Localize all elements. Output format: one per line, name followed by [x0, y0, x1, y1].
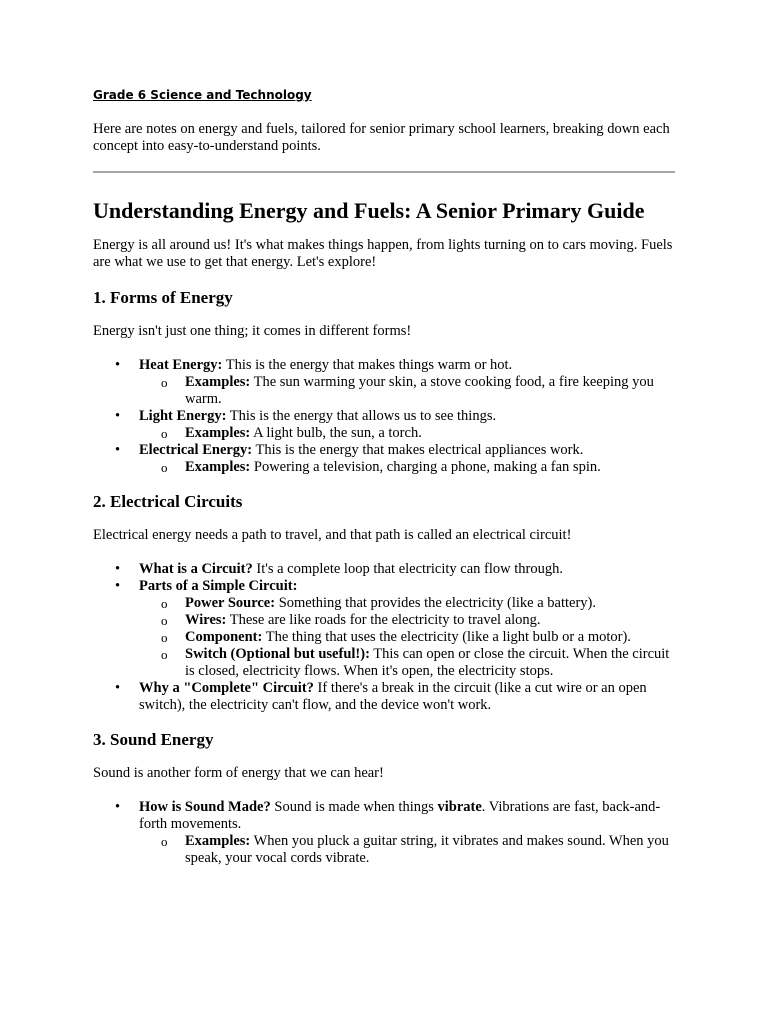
item-text: . Vibrations are fast, back-and-forth movements.: [139, 799, 661, 832]
sub-list-item: [161, 833, 675, 867]
sub-item-term: Wires:: [185, 612, 227, 628]
intro-paragraph: Here are notes on energy and fuels, tailored for senior primary school learners, breaking down each concept into easy-to-understand points.: [93, 121, 670, 154]
section-heading-sound-energy: 3. Sound Energy: [93, 730, 214, 749]
sub-bullet-icon: o: [161, 630, 168, 645]
sub-item-term: Power Source:: [185, 595, 276, 611]
list-item-light-energy: [115, 408, 675, 442]
sub-item-text: Powering a television, charging a phone, making a fan spin.: [250, 459, 601, 475]
item-text: It's a complete loop that electricity can flow through.: [252, 561, 563, 577]
sub-list-item: [161, 459, 675, 476]
sub-bullet-icon: o: [161, 613, 168, 628]
sub-item-term: Switch (Optional but useful!):: [185, 646, 370, 662]
sub-bullet-icon: o: [161, 647, 168, 662]
sub-item-term: Component:: [185, 629, 263, 645]
sub-bullet-icon: o: [161, 426, 168, 441]
section-heading-forms-of-energy: 1. Forms of Energy: [93, 288, 233, 307]
sound-list: [93, 799, 675, 867]
horizontal-rule: [93, 171, 675, 173]
item-text: Sound is made when things: [270, 799, 438, 815]
sub-item-text: The thing that uses the electricity (like a light bulb or a motor).: [262, 629, 631, 645]
item-term: Why a "Complete" Circuit?: [139, 680, 314, 696]
sub-bullet-icon: o: [161, 834, 168, 849]
bullet-icon: •: [115, 357, 121, 373]
sub-list: [139, 425, 675, 442]
sub-bullet-icon: o: [161, 375, 168, 390]
bullet-icon: •: [115, 442, 121, 458]
sub-bullet-icon: o: [161, 460, 168, 475]
course-title: Grade 6 Science and Technology: [93, 88, 312, 102]
sub-item-text: Something that provides the electricity (like a battery).: [275, 595, 596, 611]
sub-item-term: Examples:: [185, 459, 251, 475]
item-term: Electrical Energy:: [139, 442, 253, 458]
item-term: How is Sound Made?: [139, 799, 271, 815]
circuit-parts-list: [139, 595, 675, 680]
bullet-icon: •: [115, 680, 121, 696]
bullet-icon: •: [115, 408, 121, 424]
sub-list-item-wires: [161, 612, 675, 629]
list-item-complete-circuit: [115, 680, 675, 714]
sub-item-text: These are like roads for the electricity to travel along.: [226, 612, 541, 628]
bullet-icon: •: [115, 799, 121, 815]
sub-item-term: Examples:: [185, 833, 251, 849]
item-term: What is a Circuit?: [139, 561, 253, 577]
sub-list: [139, 459, 675, 476]
sub-list-item-component: [161, 629, 675, 646]
list-item-electrical-energy: [115, 442, 675, 476]
sub-list-item-power-source: [161, 595, 675, 612]
document-title: Understanding Energy and Fuels: A Senior Primary Guide: [93, 198, 645, 223]
sub-item-text: A light bulb, the sun, a torch.: [250, 425, 422, 441]
energy-forms-list: [93, 357, 675, 476]
item-term: Light Energy:: [139, 408, 227, 424]
circuits-list: [93, 561, 675, 714]
list-item-how-sound-made: [115, 799, 675, 867]
item-emphasis: vibrate: [437, 799, 482, 815]
sub-item-text: The sun warming your skin, a stove cooking food, a fire keeping you warm.: [185, 374, 654, 407]
item-term: Parts of a Simple Circuit:: [139, 578, 298, 594]
item-term: Heat Energy:: [139, 357, 223, 373]
sub-item-term: Examples:: [185, 374, 251, 390]
item-text: This is the energy that makes electrical appliances work.: [252, 442, 584, 458]
sub-item-term: Examples:: [185, 425, 251, 441]
sub-bullet-icon: o: [161, 596, 168, 611]
section-intro-forms-of-energy: Energy isn't just one thing; it comes in different forms!: [93, 323, 412, 339]
sub-list: [139, 833, 675, 867]
list-item-what-is-circuit: [115, 561, 675, 578]
sub-item-text: This can open or close the circuit. When the circuit is closed, electricity flows. When it's open, the electricity stops.: [185, 646, 670, 679]
item-text: If there's a break in the circuit (like a cut wire or an open switch), the electricity can't flow, and the device won't work.: [139, 680, 647, 713]
document-content: [93, 86, 675, 883]
section-heading-electrical-circuits: 2. Electrical Circuits: [93, 492, 243, 511]
section-intro-electrical-circuits: Electrical energy needs a path to travel, and that path is called an electrical circuit!: [93, 527, 572, 543]
bullet-icon: •: [115, 578, 121, 594]
sub-list-item: [161, 374, 675, 408]
list-item-heat-energy: [115, 357, 675, 408]
bullet-icon: •: [115, 561, 121, 577]
sub-list-item: [161, 425, 675, 442]
item-text: This is the energy that allows us to see things.: [226, 408, 497, 424]
sub-list: [139, 374, 675, 408]
sub-list-item-switch: [161, 646, 675, 680]
list-item-circuit-parts: [115, 578, 675, 680]
item-text: This is the energy that makes things warm or hot.: [222, 357, 513, 373]
sub-item-text: When you pluck a guitar string, it vibrates and makes sound. When you speak, your vocal cords vibrate.: [185, 833, 669, 866]
section-intro-sound-energy: Sound is another form of energy that we can hear!: [93, 765, 384, 781]
lead-paragraph: Energy is all around us! It's what makes things happen, from lights turning on to cars moving. Fuels are what we use to get that energy. Let's explore!: [93, 237, 673, 270]
